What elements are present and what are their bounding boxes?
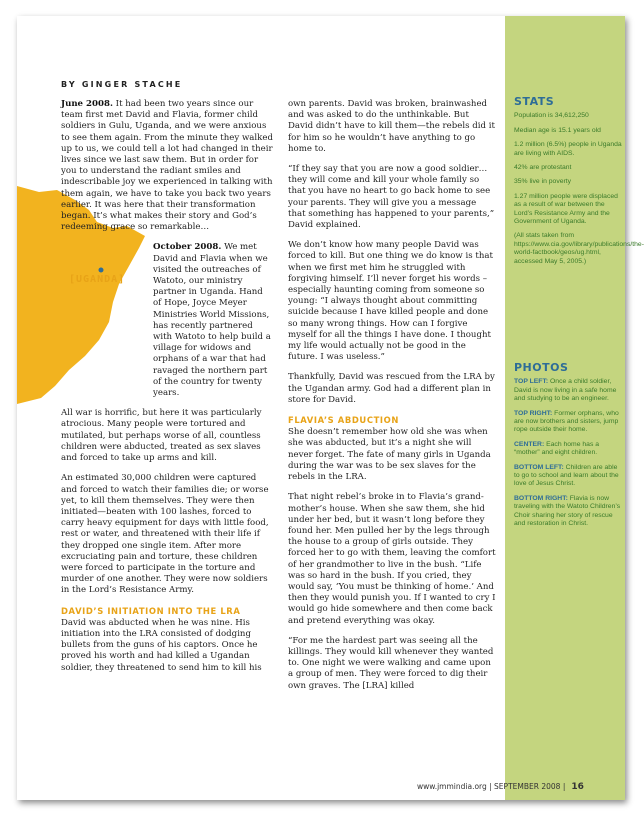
paragraph: She doesn’t remember how old she was when she was abducted, but it’s a night she will never forget. The fate of many girls in Uganda during the war was to be sex slaves for the rebels in the LRA. [288, 427, 491, 483]
photo-caption: BOTTOM RIGHT: Flavia is now traveling with the Watoto Children’s Choir sharing her story of rescue and restoration in Christ. [514, 494, 621, 528]
paragraph: An estimated 30,000 children were captured and forced to watch their families die; or worse yet, to kill them themselves. They were then initiated—beaten with 100 lashes, forced to carry heavy equipment for days with little food, rest or water, and threatened with their life if they dropped one single item. After more excruciating pain and torture, these children were forced to participate in the torture and murder of one another. They were now soldiers in the Lord’s Resistance Army. [61, 473, 269, 596]
paragraph: We don’t know how many people David was forced to kill. But one thing we do know is that when we first met him he struggled with forgiving himself. I’ll never forget his words – especially haunting coming from someone so young: “I always thought about committing suicide because I have killed people and done so many wrong things. How can I forgive myself for all the things I have done. I thought my life would actually not be good in the future. I was useless.” [288, 240, 493, 363]
article-column-2 [288, 99, 496, 701]
paragraph: June 2008. It had been two years since our team first met David and Flavia, former child soldiers in Gulu, Uganda, and we were anxious to see them again. From the minute they walked up to us, we could tell a lot had changed in their lives since we last saw them. But in order for you to understand the radiant smiles and indescribable joy we experienced in talking with them again, we have to take you back two years earlier. It was here that their transformation began. It’s what makes their story and God’s redeeming grace so remarkable… [61, 99, 273, 233]
section-heading: DAVID’S INITIATION INTO THE LRA [61, 605, 241, 616]
paragraph: “For me the hardest part was seeing all the killings. They would kill whenever they wanted to. One night we were walking and came upon a group of men. They were forced to dig their own graves. The [LRA] killed [288, 635, 494, 691]
page-footer [417, 782, 584, 792]
date-lead: October 2008. [153, 242, 222, 253]
stats-section [514, 95, 644, 272]
paragraph: All war is horrific, but here it was particularly atrocious. Many people were tortured and mutilated, but perhaps worse of all, countless children were abducted, treated as sex slaves and forced to take up arms and kill. [61, 408, 262, 464]
stat-item: 42% are protestant [514, 164, 572, 172]
paragraph: David was abducted when he was nine. His initiation into the LRA consisted of dodging bullets from the guns of his captors. Once he proved his worth and had killed a Ugandan soldier, they threatened to send him to kill his [61, 617, 262, 673]
magazine-page [17, 16, 644, 800]
photos-heading: PHOTOS [514, 361, 569, 374]
section-heading: FLAVIA’S ABDUCTION [288, 415, 399, 426]
stat-item: Population is 34,612,250 [514, 112, 589, 120]
footer-text: www.jmmindia.org | SEPTEMBER 2008 | [417, 782, 566, 791]
stat-item: 1.2 million (6.5%) people in Uganda are living with AIDS. [514, 141, 622, 157]
paragraph: own parents. David was broken, brainwashed and was asked to do the unthinkable. But David didn’t have to kill them—the rebels did it for him so he wouldn’t have anything to go home to. [288, 99, 495, 154]
stat-item: 35% live in poverty [514, 178, 572, 186]
photo-caption: BOTTOM LEFT: Children are able to go to school and learn about the love of Jesus Christ. [514, 463, 619, 488]
stat-source: (All stats taken from https://www.cia.gov/library/publications/the-world-factbook/geos/ug.html, accessed May 5, 2005.) [514, 232, 644, 265]
stat-item: 1.27 million people were displaced as a result of war between the Lord’s Resistance Army and the Government of Uganda. [514, 192, 618, 226]
paragraph: October 2008. We met David and Flavia when we visited the outreaches of Watoto, our ministry partner in Uganda. Hand of Hope, Joyce Meyer Ministries World Missions, has recently partnered with Watoto to help build a village for widows and orphans of a war that had ravaged the northern part of the country for twenty years. [153, 242, 271, 399]
uganda-map-label: [UGANDA] [69, 274, 126, 285]
date-lead: June 2008. [61, 99, 113, 109]
photo-caption: TOP RIGHT: Former orphans, who are now brothers and sisters, jump rope outside their home. [514, 409, 619, 434]
page-number: 16 [571, 782, 584, 792]
stats-heading: STATS [514, 95, 555, 108]
paragraph: Thankfully, David was rescued from the LRA by the Ugandan army. God had a different plan in store for David. [288, 372, 495, 405]
paragraph: “If they say that you are now a good soldier… they will come and kill your whole family so that you have no heart to go back home to see your parents. They will give you a message that something has happened to your parents,” David explained. [288, 164, 495, 231]
stat-item: Median age is 15.1 years old [514, 126, 601, 134]
byline: BY GINGER STACHE [61, 80, 183, 89]
photo-caption: TOP LEFT: Once a child soldier, David is now living in a safe home and studying to be an engineer. [514, 378, 617, 403]
photo-caption: CENTER: Each home has a “mother” and eight children. [514, 440, 600, 457]
article-column-1 [61, 99, 273, 683]
photos-section [514, 361, 622, 535]
paragraph: That night rebel’s broke in to Flavia’s grand-mother’s house. When she saw them, she hid under her bed, but it wasn’t long before they found her. Men pulled her by the legs through the house to a group of girls outside. They forced her to go with them, leaving the comfort of her grandmother to live in the bush. “Life was so hard in the bush. If you cried, they would say, ‘You must be thinking of home.’ And then they would punish you. If I wanted to cry I would go hide somewhere and then come back and pretend everything was okay. [288, 492, 496, 626]
